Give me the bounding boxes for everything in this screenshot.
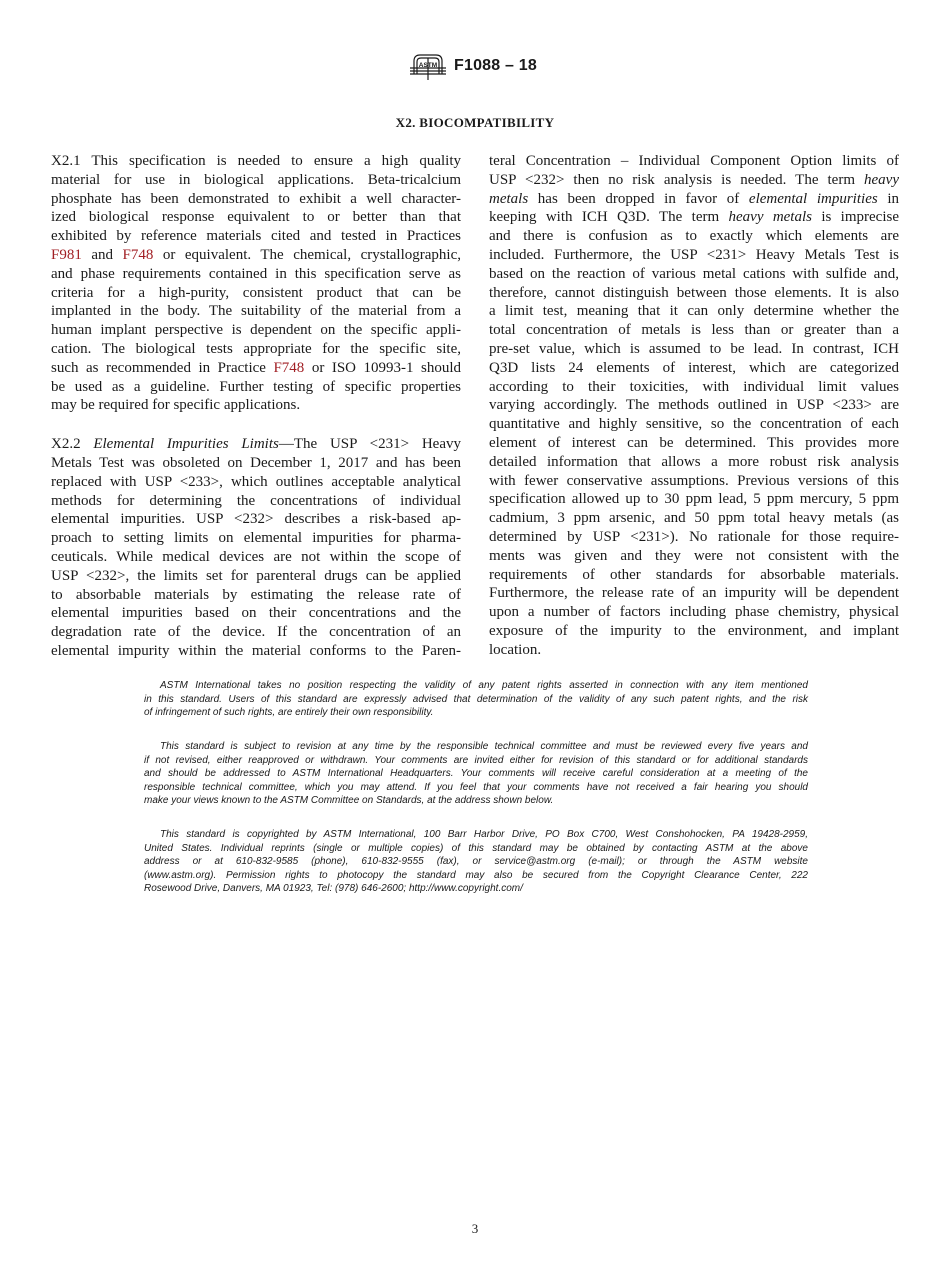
text-line: human implant perspective is dependent on the specific appli- (51, 322, 461, 339)
text-line: requirements of other standards for absorbable materials. (489, 566, 899, 583)
page-number: 3 (471, 1221, 479, 1236)
copyright-notice: This standard is copyrighted by ASTM International, 100 Barr Harbor Drive, PO Box C700, West Conshohocken, PA 19428-2959, United States. Individual reprints (single or multiple copies) of this standard may be obtained by contacting ASTM at the above address or at 610-832-9585 (phone), 610-832-9555 (fax), or service@astm.org (e-mail); or through the ASTM website (www.astm.org). Permission rights to photocopy the standard may also be secured from the Copyright Clearance Center, 222 Rosewood Drive, Danvers, MA 01923, Tel: (978) 646-2600; http://www.copyright.com/ (144, 829, 808, 895)
paragraph-x2-1 (51, 152, 461, 415)
astm-logo-icon (408, 52, 448, 82)
text-line: teral Concentration – Individual Component Option limits of (489, 153, 899, 169)
text-line: ments was given and they were not consistent with the (489, 547, 899, 564)
patent-notice: ASTM International takes no position respecting the validity of any patent rights asserted in connection with any item mentioned in this standard. Users of this standard are expressly advised that determination of the validity of any such patent rights, and the risk of infringement of such rights, are entirely their own responsibility. (144, 680, 808, 719)
text-line: degradation rate of the device. If the concentration of an (51, 624, 461, 641)
reference-link-f981[interactable]: F981 (51, 246, 82, 263)
text-line: total concentration of metals is less than or greater than a (489, 322, 899, 339)
text-line: elemental impurities. USP <232> describes a risk-based ap- (51, 511, 461, 528)
text-line: ceuticals. While medical devices are not within the scope of (51, 548, 461, 565)
text-line: Metals Test was obsoleted on December 1, 2017 and has been (51, 454, 461, 471)
text-line: X2.2 Elemental Impurities Limits—The USP <231> Heavy (51, 436, 461, 453)
text-line: elemental impurities based on their concentrations and the (51, 605, 461, 622)
section-title: X2. BIOCOMPATIBILITY (395, 115, 555, 130)
text-line: proach to setting limits on elemental impurities for pharma- (51, 530, 461, 547)
text-line: methods for determining the concentrations of individual (51, 492, 461, 509)
text-line: material for use in biological applications. Beta-tricalcium (51, 171, 461, 188)
text-line: Q3D lists 24 elements of interest, which are categorized (489, 359, 899, 376)
text-line: varying accordingly. The methods outlined in USP <233> are (489, 397, 899, 414)
text-line: cation. The biological tests appropriate for the specific site, (51, 340, 461, 357)
subsection-title: Elemental Impurities Limits (93, 436, 279, 453)
text-line: determined by USP <231>). No rationale for those require- (489, 528, 899, 545)
text-line: a limit test, meaning that it can only determine whether the (489, 303, 899, 320)
text-line: and phase requirements contained in this specification serve as (51, 265, 461, 282)
text-line: pre-set value, which is assumed to be lead. In contrast, ICH (489, 340, 899, 357)
text-line: implanted in the body. The suitability of the material from a (51, 303, 461, 320)
text-line: detailed information that allows a more robust risk analysis (489, 453, 899, 470)
reference-link-f748[interactable]: F748 (122, 246, 154, 263)
text-line: included. Furthermore, the USP <231> Heavy Metals Test is (489, 246, 899, 263)
text-line: element of interest can be determined. This provides more (489, 434, 899, 451)
text-line: based on the reaction of various metal cations with sulfide and, (489, 265, 899, 282)
right-column (489, 152, 899, 660)
paragraph-x2-2 (51, 435, 461, 661)
text-line: exposure of the impurity to the environment, and implant (489, 622, 899, 639)
document-designation: F1088 – 18 (454, 57, 537, 74)
text-line: and there is confusion as to exactly which elements are (489, 228, 899, 245)
text-line: metals has been dropped in favor of elemental impurities in (489, 190, 899, 207)
text-line: specification allowed up to 30 ppm lead, 5 ppm mercury, 5 ppm (489, 491, 899, 508)
page-header (0, 52, 950, 84)
text-line: exhibited by reference materials cited and tested in Practices (51, 228, 461, 245)
reference-link-f748[interactable]: F748 (273, 359, 305, 376)
text-line: location. (489, 641, 542, 658)
text-line: cadmium, 3 ppm arsenic, and 50 ppm total heavy metals (as (489, 510, 899, 527)
text-line: X2.1 This specification is needed to ensure a high quality (51, 153, 461, 169)
text-line: quantitative and highly sensitive, so the concentration of each (489, 416, 899, 433)
text-line: be used as a guideline. Further testing of specific properties (51, 378, 461, 395)
text-line: to absorbable materials by estimating the release rate of (51, 586, 461, 603)
text-line: keeping with ICH Q3D. The term heavy metals is imprecise (489, 209, 899, 226)
text-line: criteria for a high-purity, consistent product that can be (51, 284, 461, 301)
text-line: such as recommended in Practice F748 or ISO 10993-1 should (51, 359, 462, 376)
text-line: upon a number of factors including phase chemistry, physical (489, 604, 899, 621)
text-line: with fewer conservative assumptions. Previous versions of this (489, 472, 899, 489)
text-line: elemental impurity within the material conforms to the Paren- (51, 642, 461, 659)
text-line: according to their toxicities, with individual limit values (489, 378, 899, 395)
left-column (51, 152, 461, 661)
text-line: replaced with USP <233>, which outlines acceptable analytical (51, 473, 461, 490)
text-line: phosphate has been demonstrated to exhibit a well character- (51, 190, 461, 207)
text-line: ized biological response equivalent to or better than that (51, 209, 461, 226)
svg-text:ASTM: ASTM (418, 62, 438, 69)
text-line: may be required for specific applications. (51, 397, 301, 414)
text-line: therefore, cannot distinguish between those elements. It is also (489, 284, 899, 301)
text-line: F981 and F748 or equivalent. The chemical, crystallographic, (51, 246, 461, 263)
revision-notice: This standard is subject to revision at any time by the responsible technical committee and must be reviewed every five years and if not revised, either reapproved or withdrawn. Your comments are invited either for revision of this standard or for additional standards and should be addressed to ASTM International Headquarters. Your comments will receive careful consideration at a meeting of the responsible technical committee, which you may attend. If you feel that your comments have not received a fair hearing you should make your views known to the ASTM Committee on Standards, at the address shown below. (144, 741, 808, 807)
text-line: Furthermore, the release rate of an impurity will be dependent (489, 585, 899, 602)
text-line: USP <232> then no risk analysis is needed. The term heavy (489, 171, 899, 188)
text-line: USP <232>, the limits set for parenteral drugs can be applied (51, 567, 461, 584)
